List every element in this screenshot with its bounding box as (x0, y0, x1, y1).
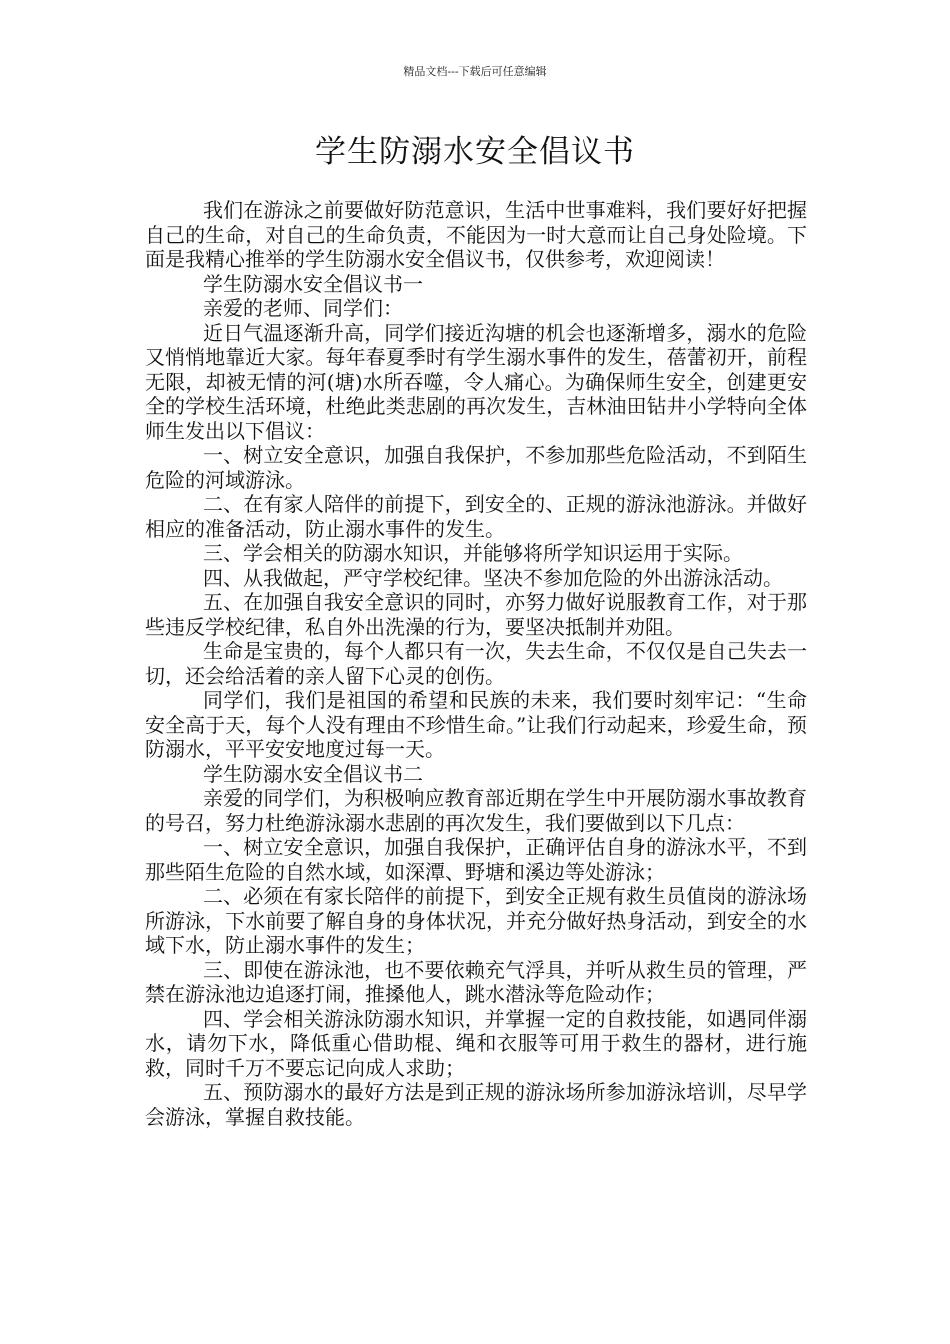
list-item: 二、在有家人陪伴的前提下，到安全的、正规的游泳池游泳。并做好相应的准备活动，防止溺水事件的发生。 (145, 492, 807, 541)
paragraph: 亲爱的同学们，为积极响应教育部近期在学生中开展防溺水事故教育的号召，努力杜绝游泳溺水悲剧的再次发生，我们要做到以下几点： (145, 786, 807, 835)
list-item: 二、必须在有家长陪伴的前提下，到安全正规有救生员值岗的游泳场所游泳，下水前要了解自身的身体状况，并充分做好热身活动，到安全的水域下水，防止溺水事件的发生； (145, 884, 807, 957)
section-heading-one: 学生防溺水安全倡议书一 (203, 271, 423, 296)
paragraph-intro: 我们在游泳之前要做好防范意识，生活中世事难料，我们要好好把握自己的生命，对自己的生命负责，不能因为一时大意而让自己身处险境。下面是我精心推举的学生防溺水安全倡议书，仅供参考，欢迎阅读！ (145, 198, 807, 271)
paragraph: 同学们，我们是祖国的希望和民族的未来，我们要时刻牢记：“生命安全高于天，每个人没有理由不珍惜生命。”让我们行动起来，珍爱生命，预防溺水，平平安安地度过每一天。 (145, 688, 807, 761)
section-heading-two: 学生防溺水安全倡议书二 (203, 761, 423, 786)
list-item: 三、即使在游泳池，也不要依赖充气浮具，并听从救生员的管理，严禁在游泳池边追逐打闹，推搡他人，跳水潜泳等危险动作； (145, 957, 807, 1006)
list-item: 四、学会相关游泳防溺水知识，并掌握一定的自救技能，如遇同伴溺水，请勿下水，降低重心借助棍、绳和衣服等可用于救生的器材，进行施救，同时千万不要忘记向成人求助； (145, 1006, 807, 1080)
list-item: 五、预防溺水的最好方法是到正规的游泳场所参加游泳培训，尽早学会游泳，掌握自救技能。 (145, 1080, 807, 1129)
list-item: 一、树立安全意识，加强自我保护，不参加那些危险活动，不到陌生危险的河域游泳。 (145, 443, 807, 492)
document-title: 学生防溺水安全倡议书 (315, 134, 635, 170)
page-header: 精品文档---下载后可任意编辑 (403, 65, 547, 78)
list-item: 四、从我做起，严守学校纪律。坚决不参加危险的外出游泳活动。 (203, 565, 783, 590)
list-item: 五、在加强自我安全意识的同时，亦努力做好说服教育工作，对于那些违反学校纪律，私自外出洗澡的行为，要坚决抵制并劝阻。 (145, 590, 807, 639)
salutation-one: 亲爱的老师、同学们： (203, 296, 403, 320)
paragraph: 生命是宝贵的，每个人都只有一次，失去生命，不仅仅是自己失去一切，还会给活着的亲人留下心灵的创伤。 (145, 639, 807, 688)
list-item: 三、学会相关的防溺水知识，并能够将所学知识运用于实际。 (203, 541, 743, 565)
list-item: 一、树立安全意识，加强自我保护，正确评估自身的游泳水平，不到那些陌生危险的自然水域，如深潭、野塘和溪边等处游泳； (145, 835, 807, 884)
paragraph: 近日气温逐渐升高，同学们接近沟塘的机会也逐渐增多，溺水的危险又悄悄地靠近大家。每年春夏季时有学生溺水事件的发生，蓓蕾初开，前程无限，却被无情的河(塘)水所吞噬，令人痛心。为确保师生安全，创建更安全的学校生活环境，杜绝此类悲剧的再次发生，吉林油田钻井小学特向全体师生发出以下倡议： (145, 320, 807, 443)
document-body (145, 198, 807, 1129)
